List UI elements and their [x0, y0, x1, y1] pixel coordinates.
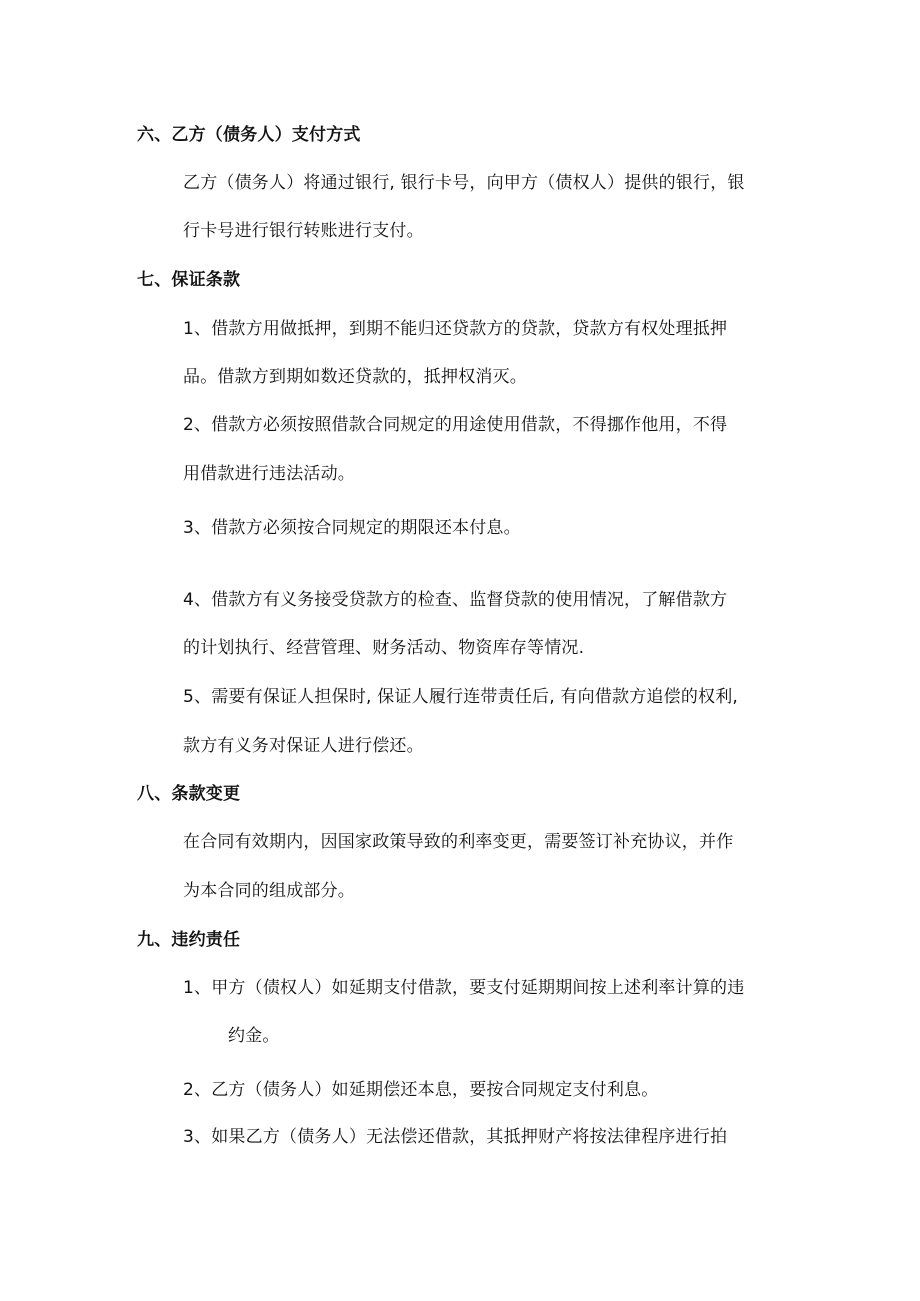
section-heading-9: 九、违约责任 [137, 930, 241, 950]
paragraph-line: 约金。 [228, 1026, 280, 1046]
paragraph-line: 5、需要有保证人担保时, 保证人履行连带责任后, 有向借款方追偿的权利, [183, 687, 739, 707]
paragraph-line: 在合同有效期内，因国家政策导致的利率变更，需要签订补充协议，并作 [183, 832, 734, 852]
paragraph-line: 2、乙方（债务人）如延期偿还本息，要按合同规定支付利息。 [183, 1080, 659, 1100]
paragraph-line: 为本合同的组成部分。 [183, 881, 355, 901]
paragraph-line: 2、借款方必须按照借款合同规定的用途使用借款，不得挪作他用，不得 [183, 415, 728, 435]
paragraph-line: 的计划执行、经营管理、财务活动、物资库存等情况. [183, 638, 585, 658]
paragraph-line: 款方有义务对保证人进行偿还。 [183, 736, 424, 756]
paragraph-line: 品。借款方到期如数还贷款的，抵押权消灭。 [183, 367, 527, 387]
paragraph-line: 乙方（债务人）将通过银行, 银行卡号，向甲方（债权人）提供的银行，银 [183, 173, 745, 193]
section-heading-8: 八、条款变更 [137, 784, 241, 804]
paragraph-line: 1、甲方（债权人）如延期支付借款，要支付延期期间按上述利率计算的违 [183, 978, 745, 998]
paragraph-line: 4、借款方有义务接受贷款方的检查、监督贷款的使用情况，了解借款方 [183, 590, 728, 610]
paragraph-line: 用借款进行违法活动。 [183, 464, 355, 484]
section-heading-7: 七、保证条款 [137, 270, 241, 290]
paragraph-line: 1、借款方用做抵押，到期不能归还贷款方的贷款，贷款方有权处理抵押 [183, 319, 728, 339]
paragraph-line: 3、借款方必须按合同规定的期限还本付息。 [183, 518, 521, 538]
paragraph-line: 3、如果乙方（债务人）无法偿还借款，其抵押财产将按法律程序进行拍 [183, 1127, 728, 1147]
section-heading-6: 六、乙方（债务人）支付方式 [137, 125, 361, 145]
paragraph-line: 行卡号进行银行转账进行支付。 [183, 221, 424, 241]
